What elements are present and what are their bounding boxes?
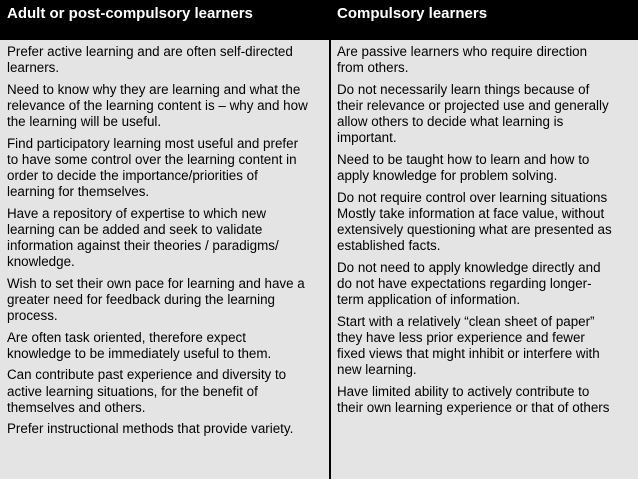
list-item: Do not need to apply knowledge directly and do not have expectations regarding longer- term application of information. xyxy=(337,259,601,308)
list-item: Need to be taught how to learn and how to apply knowledge for problem solving. xyxy=(337,151,590,184)
list-item: Have a repository of expertise to which new learning can be added and seek to validate information against their theories / paradigms/ knowledge. xyxy=(7,205,279,270)
table-header-row xyxy=(0,0,638,38)
list-item: Start with a relatively “clean sheet of paper” they have less prior experience and fewer fixed views that might inhibit or interfere with new learning. xyxy=(337,313,600,378)
column-divider xyxy=(329,0,331,479)
compulsory-learners-column xyxy=(331,40,638,479)
list-item: Prefer active learning and are often self-directed learners. xyxy=(7,44,293,76)
list-item: Do not necessarily learn things because of their relevance or projected use and generally allow others to decide what learning is important. xyxy=(337,81,609,146)
list-item: Do not require control over learning situations Mostly take information at face value, without extensively questioning what are presented as established facts. xyxy=(337,189,612,254)
header-adult-learners: Adult or post-compulsory learners xyxy=(7,5,253,22)
list-item: Find participatory learning most useful and prefer to have some control over the learning content in order to decide the importance/priorities of learning for themselves. xyxy=(7,135,299,200)
list-item: Have limited ability to actively contribute to their own learning experience or that of others xyxy=(337,383,610,415)
list-item: Need to know why they are learning and what the relevance of the learning content is – why and how the learning will be useful. xyxy=(7,81,308,130)
list-item: Wish to set their own pace for learning and have a greater need for feedback during the learning process. xyxy=(7,275,305,324)
list-item: Are passive learners who require direction from others. xyxy=(337,44,588,76)
list-item: Are often task oriented, therefore expect knowledge to be immediately useful to them. xyxy=(7,329,272,361)
list-item: Prefer instructional methods that provide variety. xyxy=(7,421,294,437)
header-compulsory-learners: Compulsory learners xyxy=(337,5,488,22)
list-item: Can contribute past experience and diversity to active learning situations, for the benefit of themselves and others. xyxy=(7,367,287,415)
adult-learners-column xyxy=(0,40,329,479)
